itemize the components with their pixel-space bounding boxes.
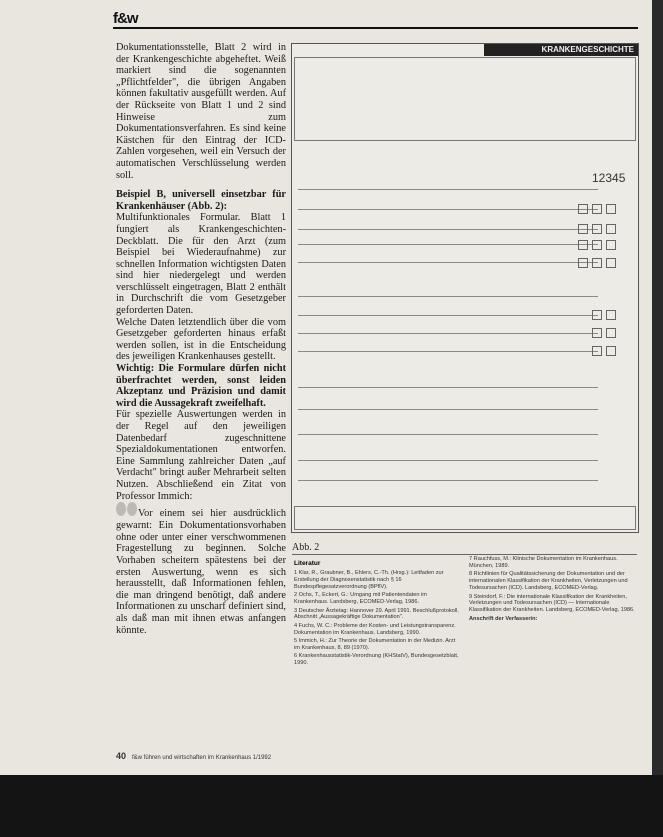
body-paragraph-2: Multifunktionales Formular. Blatt 1 fungiert als Krankengeschichten-Deckblatt. Die für den Arzt (zum Beispiel bei Wiederaufnahme) zur schnellen Information wichtigsten Daten sind hier niedergelegt und werden verschlüsselt eingetragen, Blatt 2 enthält in Durchschrift die vom Gesetzgeber geforderten Daten. xyxy=(116,212,286,317)
form-checkbox xyxy=(592,224,602,234)
form-line xyxy=(298,434,598,435)
body-paragraph-4: Für spezielle Auswertungen werden in der Regel auf den jeweiligen Datenbedarf zugeschnittene Spezialdokumentationen entworfen. Eine Sammlung zahlreicher Daten „auf Verdacht" bringt außer Mehrarbeit selten Nutzen. Abschließend ein Zitat von Professor Immich: xyxy=(116,409,286,502)
form-checkbox xyxy=(606,258,616,268)
form-number: 12345 xyxy=(592,171,626,185)
journal-logo: f&w xyxy=(113,10,138,27)
reference-item: 4 Fuchs, W. C.: Probleme der Kosten- und Leistungstransparenz. Dokumentation im Krankenhaus. Landsberg, 1990. xyxy=(294,622,456,636)
form-checkbox xyxy=(606,204,616,214)
form-checkbox xyxy=(606,328,616,338)
page-number: 40 xyxy=(116,751,127,761)
form-footer-box xyxy=(294,506,636,530)
form-image xyxy=(291,43,639,533)
form-line xyxy=(298,244,598,245)
form-checkbox xyxy=(606,346,616,356)
form-checkbox xyxy=(606,240,616,250)
form-checkbox xyxy=(592,328,602,338)
form-checkbox xyxy=(592,258,602,268)
form-checkbox xyxy=(578,224,588,234)
references-title: Literatur xyxy=(294,560,321,567)
author-address-label: Anschrift der Verfasserin: xyxy=(469,615,538,622)
form-line xyxy=(298,296,598,297)
form-checkbox xyxy=(606,224,616,234)
references-left-column xyxy=(294,570,462,669)
left-text-column xyxy=(116,42,286,636)
reference-item: 3 Deutscher Ärztetag: Hannover 29. April 1991. Beschlußprotokoll, Abschnitt „Aussagekräftige Dokumentation". xyxy=(294,607,459,621)
reference-item: 5 Immich, H.: Zur Theorie der Dokumentation in der Medizin. Arzt im Krankenhaus, 8, 89 (1970). xyxy=(294,638,456,652)
section-heading: Beispiel B, universell einsetzbar für Krankenhäuser (Abb. 2): xyxy=(116,189,286,212)
body-paragraph-3: Welche Daten letztendlich über die vom Gesetzgeber geforderten hinaus erfaßt werden sollen, ist in die Entscheidung des jeweiligen Krankenhauses gestellt. xyxy=(116,316,286,363)
form-checkbox xyxy=(578,240,588,250)
form-header-box xyxy=(294,57,636,141)
form-checkbox xyxy=(592,310,602,320)
scan-edge xyxy=(652,0,663,837)
form-line xyxy=(298,409,598,410)
header-rule xyxy=(113,27,638,29)
form-checkbox xyxy=(592,346,602,356)
form-line xyxy=(298,387,598,388)
scan-bottom-band xyxy=(0,775,663,837)
issue-line: f&w führen und wirtschaften im Krankenhaus 1/1992 xyxy=(132,755,272,761)
references-right-column xyxy=(469,556,637,624)
quote-text: Vor einem sei hier ausdrücklich gewarnt: Ein Dokumentationsvorhaben ohne oder unter einer verschwommenen Fragestellung zu beginnen. Solche Vorhaben scheitern spätestens bei der ersten Auswertung, wenn es sich herausstellt, daß Informationen fehlen, die man dringend benötigt, daß andere Informationen zu unscharf definiert sind, als daß man mit ihnen etwas anfangen könnte. xyxy=(116,508,286,636)
form-line xyxy=(298,480,598,481)
page-footer xyxy=(116,751,271,761)
caption-rule xyxy=(292,554,637,555)
reference-item: 8 Richtlinien für Qualitätssicherung der Dokumentation und der internationalen Klassifikation der Krankheiten, Verletzungen und Todesursachen (ICD). Landsberg, ECOMED-Verlag. xyxy=(469,571,628,592)
important-note: Wichtig: Die Formulare dürfen nicht überfrachtet werden, sonst leiden Akzeptanz und Präzision und damit wird die Aussagekraft zweifelhaft. xyxy=(116,363,286,409)
form-line xyxy=(298,460,598,461)
form-line xyxy=(298,315,598,316)
caption-label: Abb. 2 xyxy=(292,542,320,553)
form-line xyxy=(298,351,598,352)
form-line xyxy=(298,262,598,263)
form-checkbox xyxy=(606,310,616,320)
form-line xyxy=(298,189,598,190)
form-line xyxy=(298,333,598,334)
form-line xyxy=(298,209,598,210)
reference-item: 2 Ochs, T., Eckert, G.: Umgang mit Patientendaten im Krankenhaus. Landsberg, ECOMED-Verlag, 1986. xyxy=(294,592,427,606)
form-checkbox xyxy=(578,204,588,214)
form-checkbox xyxy=(592,240,602,250)
reference-item: 6 Krankenhausstatistik-Verordnung (KHStatV), Bundesgesetzblatt, 1990. xyxy=(294,653,459,667)
reference-item: 7 Rauchfuss, M.: Klinische Dokumentation im Krankenhaus. München, 1989. xyxy=(469,556,618,569)
form-title: KRANKENGESCHICHTE xyxy=(484,44,638,56)
form-checkbox xyxy=(578,258,588,268)
form-line xyxy=(298,229,598,230)
quote-paragraph xyxy=(116,502,286,636)
quote-mark-icon xyxy=(116,502,138,520)
figure-caption xyxy=(292,542,319,553)
reference-item: 9 Steindorf, F.: Die internationale Klassifikation der Krankheiten, Verletzungen und Todesursachen (ICD) — Internationale Klassifikation der Krankheiten. Landsberg, ECOMED-Verlag, 1986. xyxy=(469,593,635,614)
intro-paragraph: Dokumentationsstelle, Blatt 2 wird in der Krankengeschichte abgeheftet. Weiß markiert sind die sogenannten „Pflichtfelder", die übrigen Angaben können fakultativ ausgefüllt werden. Auf der Rückseite von Blatt 1 und 2 sind Hinweise zum Dokumentationsverfahren. Es sind keine Kästchen für den Eintrag der ICD-Zahlen vorgesehen, weil ein Versuch der automatischen Verschlüsselung werden soll. xyxy=(116,42,286,181)
reference-item: 1 Klar, R., Graubner, B., Ehlers, C.-Th. (Hrsg.): Leitfaden zur Erstellung der Diagnosenstatistik nach § 16 Bundespflegesatzverordnung (BPflV). xyxy=(294,570,444,590)
form-checkbox xyxy=(592,204,602,214)
